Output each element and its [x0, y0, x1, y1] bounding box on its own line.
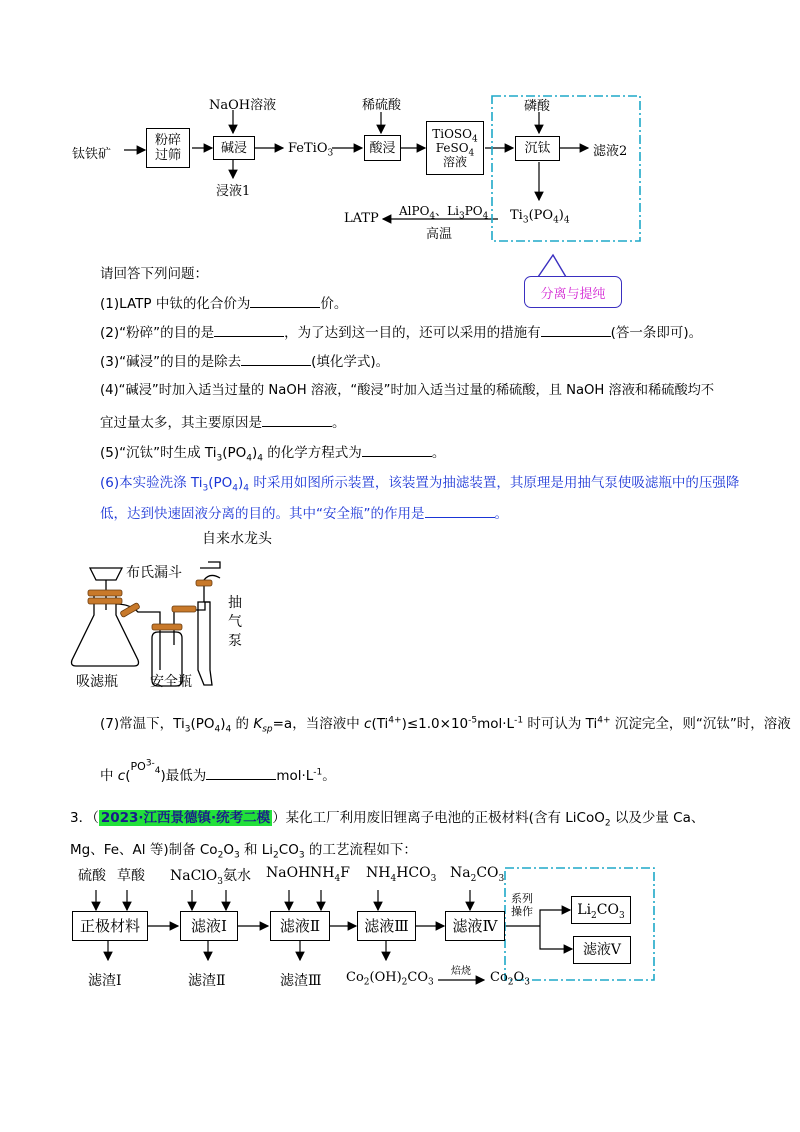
reagent-oxalic: 草酸	[117, 868, 145, 884]
precip-ti-text: 沉钛	[524, 141, 551, 156]
question-1: (1)LATP 中钛的化合价为 价。	[100, 296, 348, 312]
answer-blank[interactable]	[250, 295, 320, 308]
question-6-line1: (6)本实验洗涤 $Ti_3(PO_4)_4$ 时采用如图所示装置，该装置为抽滤装置，其原理是用抽气泵使吸滤瓶中的压强降	[100, 475, 740, 494]
pump-label-2: 气	[228, 614, 242, 630]
feso4-text: FeSO$_4$	[435, 141, 475, 159]
reagent-h2so4: 硫酸	[78, 868, 106, 884]
answer-blank[interactable]	[262, 414, 332, 427]
residue-1-label: 滤渣Ⅰ	[88, 973, 122, 989]
separation-callout: 分离与提纯	[524, 276, 622, 308]
filtrate2-label: 滤液2	[593, 144, 628, 159]
phosphoric-reagent-label: 磷酸	[524, 99, 551, 114]
source-badge[interactable]: 2023·江西景德镇·统考二模	[100, 810, 271, 826]
flask-label: 吸滤瓶	[76, 674, 118, 690]
fetio3-label: FeTiO$_3$	[288, 141, 334, 159]
cathode-material-box: 正极材料	[72, 911, 148, 941]
aspirator-pump	[198, 602, 212, 685]
callout-pointer	[538, 255, 566, 277]
leach1-label: 浸液1	[216, 184, 251, 199]
alkali-leach-text: 碱浸	[220, 140, 247, 156]
answer-blank[interactable]	[241, 353, 311, 366]
filtrate-2-box: 滤液Ⅱ	[270, 911, 330, 941]
acid-leach-box	[364, 135, 401, 161]
question-7-line1: (7)常温下，$Ti_3(PO_4)_4$ 的 $K_{sp}=a$，当溶液中 $c(Ti^{4+})\le 1.0\times 10^{-5}mol\cdot L^{-1}$ 时可认为 $Ti^{4+}$ 沉淀完全，则“沉钛”时，溶液	[100, 715, 791, 735]
phosphate-ion: PO3-4	[130, 758, 161, 777]
ore-label: 钛铁矿	[72, 147, 112, 162]
filtrate-3-box: 滤液Ⅲ	[357, 911, 416, 941]
question-6-line2: 低，达到快速固液分离的目的。其中“安全瓶”的作用是 。	[100, 506, 508, 522]
h2so4-reagent-label: 稀硫酸	[362, 98, 402, 113]
question-2: (2)“粉碎”的目的是 ，为了达到这一目的，还可以采用的措施有 (答一条即可)。	[100, 325, 703, 341]
buchner-funnel	[90, 568, 122, 580]
funnel-label: 布氏漏斗	[126, 565, 182, 581]
question-4-line2: 宜过量太多，其主要原因是 。	[100, 415, 346, 431]
problem3-line1: 3．（ 2023·江西景德镇·统考二模 ）某化工厂利用废旧锂离子电池的正极材料(含有 LiCoO$_2$ 以及少量 Ca、	[70, 810, 705, 829]
reagent-na2co3: $Na_2CO_3$	[450, 865, 505, 884]
answer-blank[interactable]	[362, 444, 432, 457]
sieve-text: 过筛	[154, 148, 181, 163]
pump-label-1: 抽	[228, 595, 242, 611]
answer-blank[interactable]	[214, 324, 284, 337]
reagent-nh4f: $NH_4F$	[310, 865, 350, 884]
residue-2-label: 滤渣Ⅱ	[188, 973, 226, 989]
question-5: (5)“沉钛”时生成 $Ti_3(PO_4)_4$ 的化学方程式为 。	[100, 445, 446, 464]
reagent-naoh: NaOH	[266, 865, 311, 881]
problem3-line2: Mg、Fe、Al 等)制备 $Co_2O_3$ 和 $Li_2CO_3$ 的工艺流程如下：	[70, 842, 417, 861]
faucet-icon	[200, 562, 220, 568]
ti3po44-label: $Ti_3(PO_4)_4$	[510, 208, 570, 226]
precip-ti-box	[515, 136, 560, 161]
latp-reagents-label: AlPO$_4$、$Li_3PO_4$	[399, 204, 489, 222]
high-temp-label: 高温	[426, 227, 453, 242]
answer-blank[interactable]	[206, 767, 276, 780]
solution-text: 溶液	[442, 155, 467, 169]
latp-label: LATP	[344, 211, 379, 226]
cobalt-carbonate-label: $Co_2(OH)_2CO_3$	[346, 970, 434, 988]
question-7-line2: 中 c($^{PO^{3-}_4}$)最低为 $mol\cdot L^{-1}$。	[100, 758, 336, 784]
filtrate-1-box: 滤液Ⅰ	[180, 911, 238, 941]
alkali-leach-box	[213, 136, 255, 160]
tioso4-text: TiOSO$_4$	[432, 127, 478, 145]
reagent-naclo3-ammonia: NaClO$_3$氨水	[170, 868, 251, 887]
solution-box	[426, 121, 484, 175]
acid-leach-text: 酸浸	[369, 140, 396, 156]
pump-label-3: 泵	[228, 633, 242, 649]
faucet-label: 自来水龙头	[202, 531, 272, 547]
co2o3-label: $Co_2O_3$	[490, 970, 530, 988]
crush-text: 粉碎	[154, 133, 181, 148]
series-operation-label: 系列 操作	[511, 892, 533, 918]
answer-blank[interactable]	[425, 505, 495, 518]
question-4-line1: (4)“碱浸”时加入适当过量的 NaOH 溶液，“酸浸”时加入适当过量的稀硫酸，且 NaOH 溶液和稀硫酸均不	[100, 383, 715, 398]
filtrate-4-box: 滤液Ⅳ	[445, 911, 505, 941]
reagent-nh4hco3: $NH_4HCO_3$	[366, 865, 437, 884]
intro-line: 请回答下列问题：	[100, 266, 208, 282]
residue-3-label: 滤渣Ⅲ	[280, 973, 322, 989]
question-3: (3)“碱浸”的目的是除去 (填化学式)。	[100, 354, 390, 370]
crush-sieve-box	[146, 128, 190, 168]
calcine-label: 焙烧	[451, 966, 471, 977]
li2co3-box: $Li_2CO_3$	[571, 896, 631, 924]
filtrate-5-box: 滤液Ⅴ	[573, 936, 631, 964]
safety-bottle-label: 安全瓶	[150, 674, 192, 690]
naoh-reagent-label: NaOH溶液	[209, 98, 277, 113]
answer-blank[interactable]	[541, 324, 611, 337]
